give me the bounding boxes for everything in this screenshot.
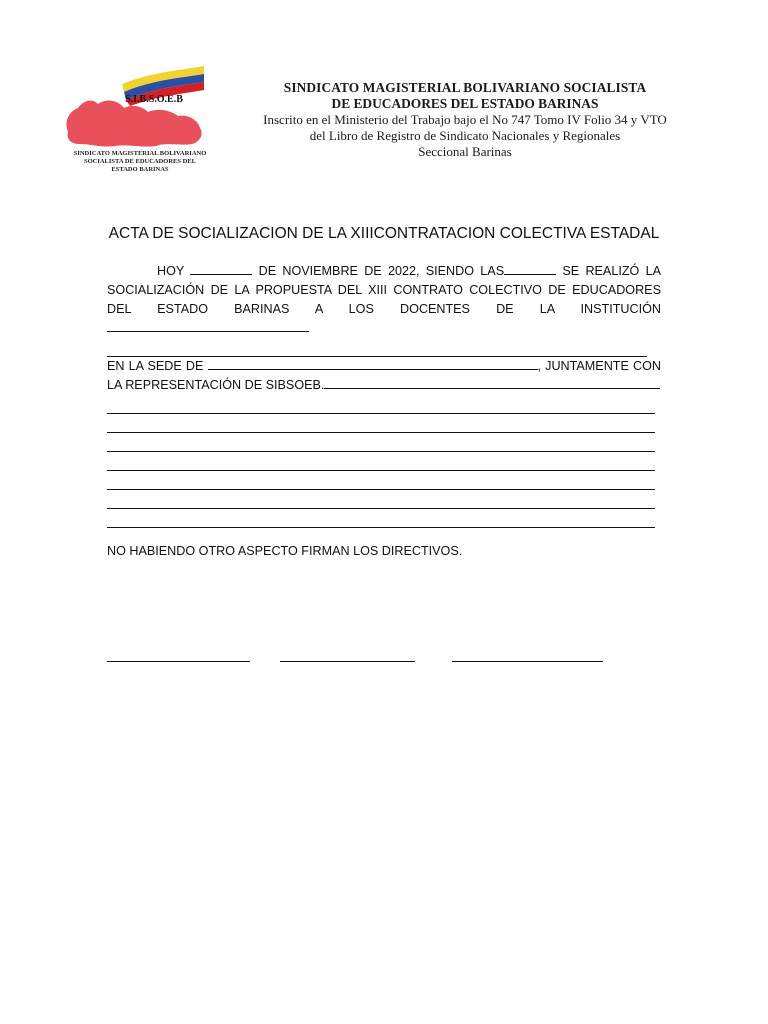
paragraph-2	[107, 357, 661, 395]
registry-line: del Libro de Registro de Sindicato Nacionales y Regionales	[309, 128, 621, 143]
closing-statement: NO HABIENDO OTRO ASPECTO FIRMAN LOS DIRECTIVOS.	[107, 544, 463, 558]
text-socializacion: SE REALIZÓ LA SOCIALIZACIÓN DE LA PROPUESTA DEL XIII CONTRATO COLECTIVO DE EDUCADORES DEL ESTADO BARINAS A LOS DOCENTES DE LA INSTITUCIÓN	[107, 264, 661, 316]
blank-line	[107, 452, 655, 471]
union-name-line1: SINDICATO MAGISTERIAL BOLIVARIANO SOCIALISTA	[283, 80, 647, 95]
blank-line	[107, 509, 655, 528]
text-representacion: , JUNTAMENTE CON LA REPRESENTACIÓN DE SIBSOEB.	[107, 359, 661, 392]
barinas-map-shape	[66, 101, 201, 147]
blank-line	[107, 490, 655, 509]
day-blank	[190, 262, 252, 275]
blank-line	[107, 471, 655, 490]
section-line: Seccional Barinas	[418, 144, 512, 159]
letterhead	[232, 80, 698, 160]
venue-blank	[208, 357, 538, 370]
logo-caption-line: SOCIALISTA DE EDUCADORES DEL	[83, 158, 197, 165]
text-date: DE NOVIEMBRE DE 2022, SIENDO LAS	[258, 264, 505, 278]
blank-line	[107, 433, 655, 452]
sibsoeb-logo	[62, 64, 222, 148]
paragraph-1	[107, 262, 661, 338]
representation-blank	[324, 376, 660, 389]
institution-blank	[107, 319, 309, 332]
logo-caption	[62, 150, 218, 174]
blank-line	[107, 338, 647, 357]
document-title: ACTA DE SOCIALIZACION DE LA XIIICONTRATACION COLECTIVA ESTADAL	[108, 225, 660, 242]
time-blank	[504, 262, 556, 275]
document-body	[107, 262, 661, 528]
signature-line-3	[452, 660, 603, 662]
blank-line	[107, 395, 655, 414]
registration-line: Inscrito en el Ministerio del Trabajo bajo el No 747 Tomo IV Folio 34 y VTO	[263, 112, 667, 127]
text-sede: EN LA SEDE DE	[107, 359, 204, 373]
logo-acronym: S.I.B.S.O.E.B	[125, 94, 183, 105]
logo-caption-line: SINDICATO MAGISTERIAL BOLIVARIANO	[73, 150, 207, 157]
signature-line-1	[107, 660, 250, 662]
logo-caption-line: ESTADO BARINAS	[111, 166, 169, 173]
signature-line-2	[280, 660, 415, 662]
union-name-line2: DE EDUCADORES DEL ESTADO BARINAS	[331, 96, 599, 111]
blank-line	[107, 414, 655, 433]
text-hoy: HOY	[157, 264, 185, 278]
